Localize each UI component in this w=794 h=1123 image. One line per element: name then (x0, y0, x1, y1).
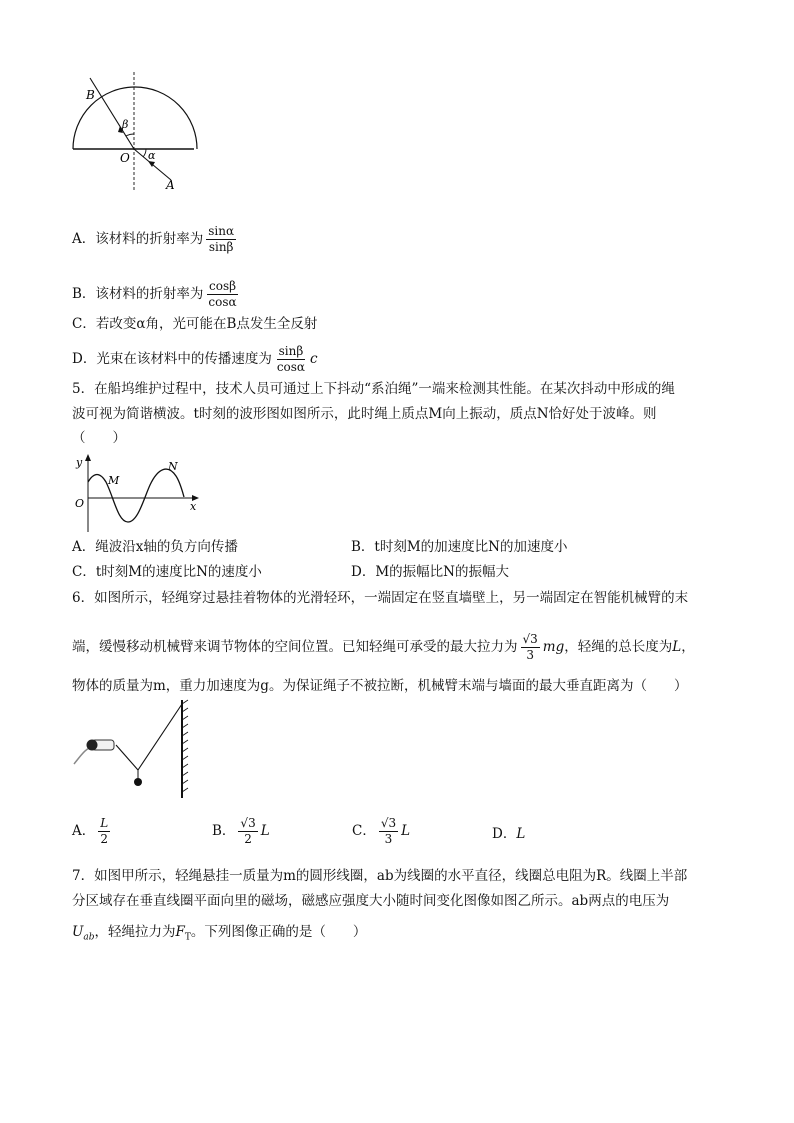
ray-OB (90, 78, 134, 149)
q4-option-D-fraction (275, 344, 307, 375)
q5-option-B: B．t时刻M的加速度比N的加速度小 (351, 539, 568, 555)
q5-option-D: D．M的振幅比N的振幅大 (351, 564, 509, 580)
q4-option-D-suffix: c (310, 351, 318, 367)
q6-max-tension-fraction (521, 632, 540, 663)
label-O: O (75, 497, 85, 510)
label-N: N (168, 460, 178, 473)
q6-option-B (212, 816, 270, 847)
q7-line3-text: ，轻绳拉力为 (94, 924, 176, 940)
option-label: C． (352, 823, 376, 839)
q4-option-B (72, 279, 242, 310)
q4-option-C-text: C．若改变α角，光可能在B点发生全反射 (72, 316, 318, 332)
q4-option-C (72, 314, 317, 334)
option-label: B． (212, 823, 236, 839)
label-B: B (86, 88, 95, 102)
q6-option-A-fraction (98, 816, 110, 847)
option-text: L (516, 826, 526, 842)
q6-mg: mg (542, 639, 565, 655)
label-M: M (108, 474, 120, 487)
q4-option-B-fraction (206, 279, 238, 310)
fraction-denominator: cosα (208, 295, 237, 309)
q6-stem-line1: 6．如图所示，轻绳穿过悬挂着物体的光滑轻环，一端固定在竖直墙壁上，另一端固定在智能机械臂的末 (72, 590, 689, 606)
fraction-numerator: √3 (240, 816, 256, 830)
y-axis-arrow (85, 454, 91, 461)
q7-stem-line2: 分区域存在垂直线圈平面向里的磁场，磁感应强度大小随时间变化图像如图乙所示。ab两点的电压为 (72, 893, 670, 909)
q7-U-symbol: U (72, 924, 84, 940)
fraction-numerator: cosβ (209, 279, 237, 293)
q7-U-subscript: ab (83, 932, 95, 943)
label-y: y (76, 456, 83, 469)
alpha-arc (143, 149, 146, 157)
q5-option-C: C．t时刻M的速度比N的速度小 (72, 564, 262, 580)
wave-curve (88, 469, 184, 522)
hanging-mass (134, 778, 142, 786)
q6-line2-text-b: ，轻绳的总长度为 (564, 639, 673, 655)
q4-option-D-text: D．光束在该材料中的传播速度为 (72, 351, 272, 367)
rope-left (116, 745, 138, 770)
q6-line2-text: 端，缓慢移动机械臂来调节物体的空间位置。已知轻绳可承受的最大拉力为 (72, 639, 518, 655)
fraction-denominator: cosα (276, 360, 306, 374)
q5-stem-line1: 5．在船坞维护过程中，技术人员可通过上下抖动“系泊绳”一端来检测其性能。在某次抖动中形成的绳 (72, 381, 675, 397)
q4-option-D (72, 344, 318, 375)
label-A: A (166, 178, 175, 192)
q5-stem-line3: （ ） (72, 430, 126, 446)
q4-option-A-fraction (206, 224, 236, 255)
option-label: A． (72, 823, 96, 839)
robot-arm-end (87, 740, 98, 751)
q4-option-B-text: B．该材料的折射率为 (72, 286, 204, 302)
option-suffix: L (260, 823, 270, 839)
option-label: D． (492, 826, 517, 842)
q6-option-B-fraction (238, 816, 257, 847)
label-alpha: α (148, 149, 156, 162)
q4-option-A (72, 224, 239, 255)
refraction-figure (68, 68, 198, 196)
fraction-denominator: 2 (100, 832, 109, 846)
q6-option-A (72, 816, 113, 847)
label-x: x (190, 500, 197, 513)
fraction-numerator: √3 (380, 816, 397, 830)
rope-right (138, 704, 182, 770)
q6-option-D (492, 824, 525, 844)
q6-option-C-fraction (379, 816, 398, 847)
q7-F-symbol: F (175, 924, 185, 940)
fraction-denominator: 2 (244, 832, 252, 846)
fraction-numerator: √3 (522, 632, 538, 646)
fraction-numerator: L (100, 816, 109, 830)
q5-option-A: A．绳波沿x轴的负方向传播 (72, 539, 238, 555)
q5-stem-line2: 波可视为简谐横波。t时刻的波形图如图所示，此时绳上质点M向上振动，质点N恰好处于波峰。则 (72, 406, 657, 422)
option-suffix: L (401, 823, 411, 839)
q4-option-A-text: A．该材料的折射率为 (72, 231, 204, 247)
q6-L: L (672, 639, 682, 655)
fraction-denominator: 3 (526, 648, 534, 662)
label-beta: β (122, 118, 129, 131)
fraction-denominator: sinβ (208, 240, 234, 254)
fraction-numerator: sinα (208, 224, 235, 238)
label-O: O (120, 151, 130, 165)
fraction-denominator: 3 (384, 832, 393, 846)
q7-line3-end: 。下列图像正确的是（ ） (190, 924, 367, 940)
q7-stem-line3 (72, 922, 366, 948)
q6-option-C (352, 816, 410, 847)
q6-stem-line3: 物体的质量为m，重力加速度为g。为保证绳子不被拉断，机械臂末端与墙面的最大垂直距离为（ ） (72, 678, 688, 694)
q6-stem-line2 (72, 632, 695, 663)
wave-figure (72, 452, 204, 534)
q7-stem-line1: 7．如图甲所示，轻绳悬挂一质量为m的圆形线圈，ab为线圈的水平直径，线圈总电阻为R。线圈上半部 (72, 868, 688, 884)
robot-arm-figure (72, 698, 192, 800)
fraction-numerator: sinβ (278, 344, 304, 358)
q6-line2-text-c: ， (681, 639, 695, 655)
q7-F-subscript: T (184, 932, 191, 943)
beta-arc (126, 134, 134, 136)
